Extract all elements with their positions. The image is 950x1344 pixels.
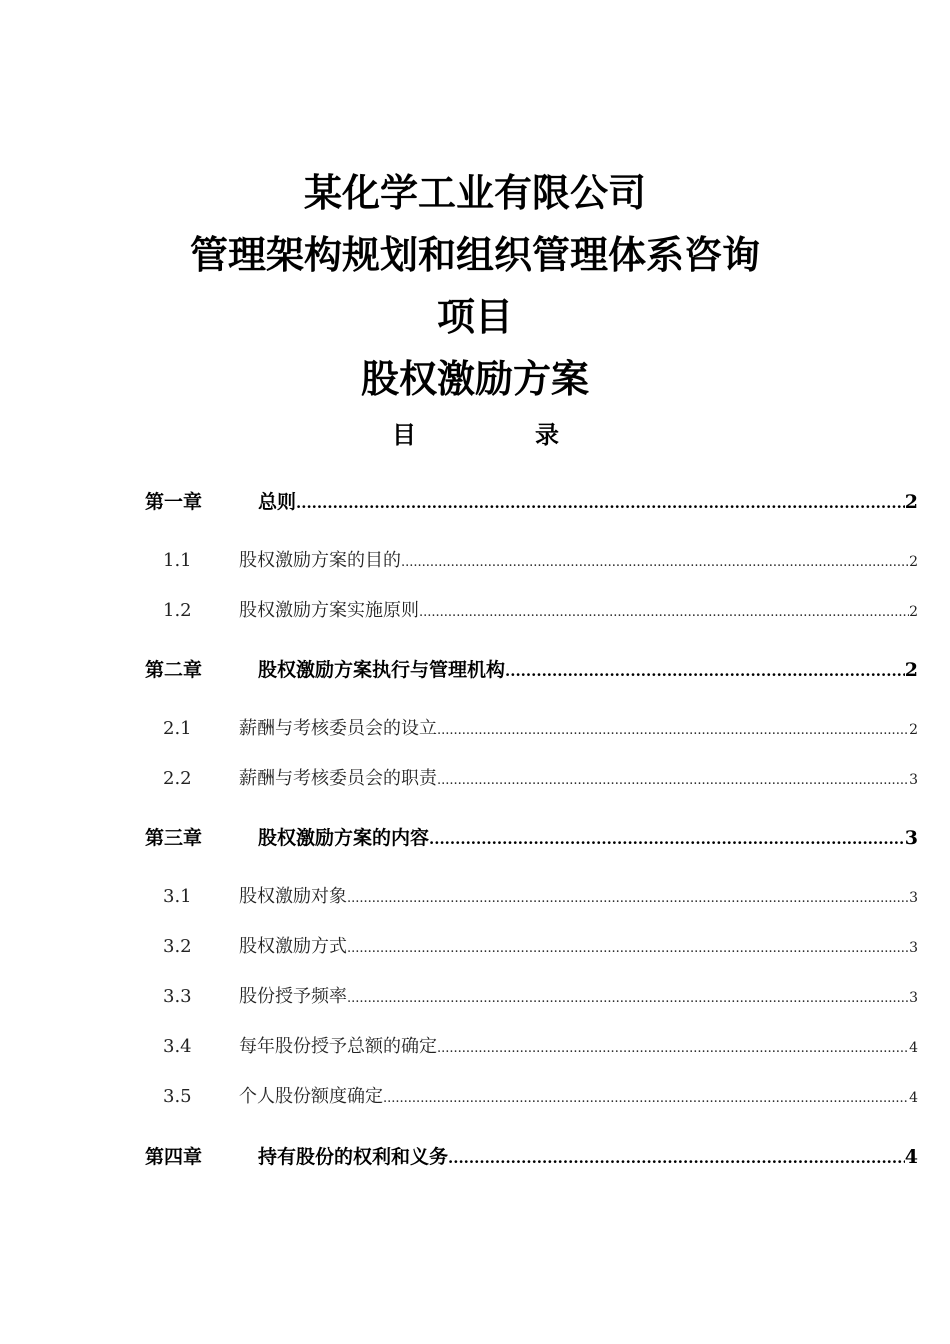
toc-entry-page: 2 [909, 604, 918, 620]
toc-entry-number: 3.1 [163, 886, 192, 907]
toc-entry-section-3-3[interactable] [145, 982, 918, 1012]
toc-heading-right: 录 [535, 421, 559, 449]
toc-entry-number: 第二章 [145, 659, 203, 681]
toc-entry-label: 股权激励方案的内容 [258, 827, 430, 849]
toc-entry-section-1-1[interactable] [145, 546, 918, 576]
toc-entry-page: 2 [904, 491, 918, 513]
toc-entry-number: 2.2 [163, 768, 192, 789]
toc-entry-page: 2 [909, 722, 918, 738]
toc-entry-page: 3 [904, 827, 918, 849]
toc-leader-dots [347, 884, 909, 914]
toc-heading-left: 目 [392, 421, 416, 449]
toc-entry-section-3-4[interactable] [145, 1032, 918, 1062]
toc-entry-number: 1.2 [163, 600, 192, 621]
toc-leader-dots [505, 656, 905, 686]
toc-entry-section-2-1[interactable] [145, 714, 918, 744]
toc-entry-label: 股权激励方案执行与管理机构 [258, 659, 506, 681]
toc-leader-dots [401, 548, 909, 578]
toc-entry-section-3-2[interactable] [145, 932, 918, 962]
toc-entry-label: 股权激励方案实施原则 [239, 600, 419, 621]
toc-entry-page: 4 [909, 1090, 918, 1106]
toc-leader-dots [347, 984, 909, 1014]
toc-leader-dots [437, 716, 909, 746]
toc-entry-number: 第四章 [145, 1146, 203, 1168]
title-project: 管理架构规划和组织管理体系咨询 [189, 233, 760, 277]
toc-entry-page: 4 [909, 1040, 918, 1056]
toc-entry-label: 薪酬与考核委员会的设立 [239, 718, 437, 739]
toc-entry-page: 3 [909, 890, 918, 906]
title-project-suffix: 项目 [436, 295, 513, 339]
toc-heading [0, 415, 950, 455]
toc-entry-section-1-2[interactable] [145, 596, 918, 626]
toc-entry-chapter-4[interactable] [145, 1142, 918, 1172]
toc-entry-chapter-1[interactable] [145, 487, 918, 517]
toc-entry-label: 股权激励对象 [239, 886, 347, 907]
toc-entry-label: 股权激励方案的目的 [239, 550, 401, 571]
toc-leader-dots [448, 1143, 905, 1173]
toc-leader-dots [383, 1084, 909, 1114]
toc-entry-page: 4 [904, 1146, 918, 1168]
toc-entry-label: 总则 [258, 491, 297, 513]
toc-entry-label: 个人股份额度确定 [239, 1086, 383, 1107]
toc-entry-chapter-3[interactable] [145, 823, 918, 853]
toc-entry-page: 2 [909, 554, 918, 570]
toc-entry-number: 1.1 [163, 550, 192, 571]
toc-entry-number: 3.2 [163, 936, 192, 957]
toc-entry-label: 股份授予频率 [239, 986, 347, 1007]
toc-leader-dots [296, 488, 905, 518]
toc-entry-chapter-2[interactable] [145, 655, 918, 685]
toc-entry-section-3-1[interactable] [145, 882, 918, 912]
toc-entry-number: 3.4 [163, 1036, 192, 1057]
title-plan: 股权激励方案 [360, 357, 589, 401]
toc-entry-section-2-2[interactable] [145, 764, 918, 794]
toc-entry-number: 第三章 [145, 827, 203, 849]
toc-leader-dots [419, 598, 909, 628]
toc-leader-dots [429, 824, 905, 854]
toc-entry-label: 薪酬与考核委员会的职责 [239, 768, 437, 789]
toc-entry-page: 2 [904, 659, 918, 681]
toc-entry-number: 3.5 [163, 1086, 192, 1107]
toc-entry-label: 每年股份授予总额的确定 [239, 1036, 437, 1057]
title-company: 某化学工业有限公司 [303, 171, 646, 215]
document-title [0, 162, 950, 410]
toc-entry-label: 持有股份的权利和义务 [258, 1146, 449, 1168]
toc-entry-page: 3 [909, 990, 918, 1006]
toc-leader-dots [437, 766, 909, 796]
toc-entry-page: 3 [909, 940, 918, 956]
toc-leader-dots [437, 1034, 909, 1064]
toc-entry-label: 股权激励方式 [239, 936, 347, 957]
toc-entry-section-3-5[interactable] [145, 1082, 918, 1112]
toc-entry-number: 3.3 [163, 986, 192, 1007]
toc-entry-page: 3 [909, 772, 918, 788]
toc-entry-number: 2.1 [163, 718, 192, 739]
toc-entry-number: 第一章 [145, 491, 203, 513]
toc-leader-dots [347, 934, 909, 964]
